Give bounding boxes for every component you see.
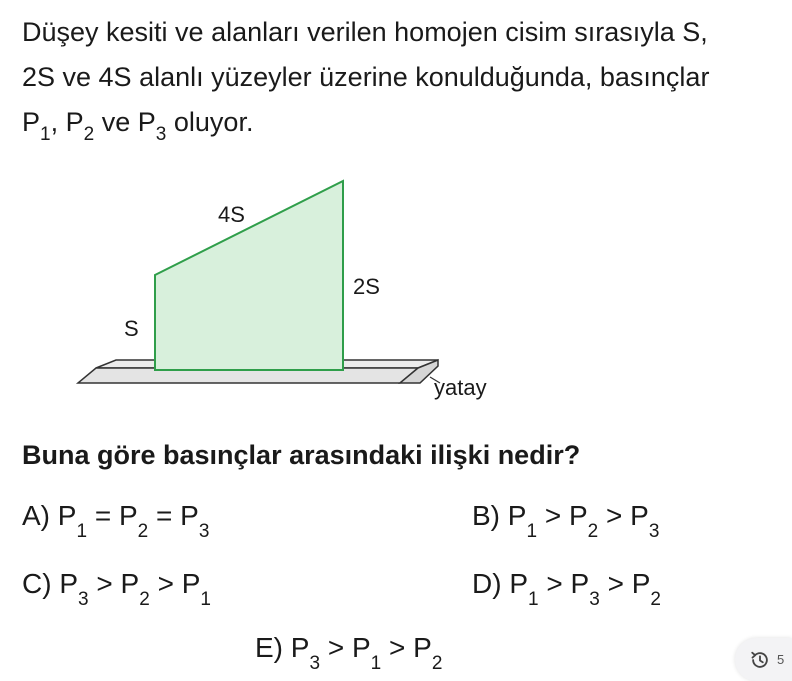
operator: > bbox=[96, 568, 113, 599]
option-letter: E) bbox=[255, 632, 283, 663]
p-symbol: P bbox=[413, 632, 432, 663]
physics-figure bbox=[60, 170, 520, 410]
subscript: 3 bbox=[78, 589, 89, 610]
question-prompt: Buna göre basınçlar arasındaki ilişki nedir? bbox=[22, 440, 581, 470]
p-symbol: P bbox=[180, 500, 199, 531]
question-line-1: Düşey kesiti ve alanları verilen homojen cisim sırasıyla S, bbox=[22, 17, 708, 47]
homogeneous-object bbox=[155, 181, 343, 370]
subscript: 1 bbox=[370, 653, 382, 674]
p-symbol: P bbox=[630, 500, 649, 531]
p-symbol: P bbox=[22, 107, 41, 137]
operator: > bbox=[389, 632, 406, 663]
label-2s: 2S bbox=[353, 274, 380, 299]
p-symbol: P bbox=[568, 500, 588, 531]
operator: = bbox=[156, 500, 173, 531]
operator: > bbox=[546, 568, 563, 599]
p-symbol: P bbox=[57, 500, 77, 531]
label-s: S bbox=[124, 316, 139, 341]
p-symbol: P bbox=[631, 568, 651, 599]
p-symbol: P bbox=[181, 568, 201, 599]
option-letter: D) bbox=[472, 568, 502, 599]
option-letter: C) bbox=[22, 568, 52, 599]
conjunction: ve bbox=[101, 107, 131, 137]
label-4s: 4S bbox=[218, 202, 245, 227]
p-symbol: P bbox=[507, 500, 527, 531]
subscript: 3 bbox=[309, 653, 321, 674]
history-icon bbox=[749, 649, 771, 671]
operator: > bbox=[157, 568, 174, 599]
p-symbol: P bbox=[351, 632, 371, 663]
subscript: 1 bbox=[526, 521, 538, 542]
operator: > bbox=[544, 500, 562, 531]
option-e[interactable] bbox=[255, 632, 443, 674]
option-b[interactable] bbox=[472, 500, 660, 542]
subscript: 3 bbox=[198, 521, 210, 542]
subscript: 2 bbox=[650, 589, 661, 610]
operator: > bbox=[607, 568, 624, 599]
p-symbol: P bbox=[65, 107, 84, 137]
p-symbol: P bbox=[290, 632, 310, 663]
operator: = bbox=[94, 500, 112, 531]
subscript: 1 bbox=[528, 589, 539, 610]
question-text bbox=[22, 10, 787, 145]
p-symbol: P bbox=[509, 568, 529, 599]
option-a[interactable] bbox=[22, 500, 210, 542]
subscript: 2 bbox=[587, 521, 599, 542]
subscript: 3 bbox=[155, 124, 167, 145]
option-letter: A) bbox=[22, 500, 50, 531]
p-symbol: P bbox=[120, 568, 140, 599]
question-line-2: 2S ve 4S alanlı yüzeyler üzerine konulduğunda, basınçlar bbox=[22, 62, 710, 92]
subscript: 3 bbox=[648, 521, 660, 542]
operator: > bbox=[606, 500, 623, 531]
p-symbol: P bbox=[59, 568, 79, 599]
comma: , bbox=[50, 107, 59, 137]
option-letter: B) bbox=[472, 500, 500, 531]
subscript: 3 bbox=[589, 589, 600, 610]
p-symbol: P bbox=[137, 107, 156, 137]
subscript: 1 bbox=[76, 521, 88, 542]
p-symbol: P bbox=[118, 500, 138, 531]
label-yatay: yatay bbox=[434, 375, 487, 400]
subscript: 2 bbox=[137, 521, 149, 542]
subscript: 1 bbox=[200, 589, 211, 610]
option-d[interactable] bbox=[472, 568, 661, 610]
subscript: 2 bbox=[83, 124, 95, 145]
subscript: 1 bbox=[40, 124, 51, 145]
option-c[interactable] bbox=[22, 568, 211, 610]
history-label: 5 bbox=[777, 652, 785, 667]
sentence-end: oluyor. bbox=[173, 107, 254, 137]
subscript: 2 bbox=[431, 653, 443, 674]
question-line-3 bbox=[22, 100, 787, 145]
subscript: 2 bbox=[139, 589, 150, 610]
operator: > bbox=[327, 632, 345, 663]
p-symbol: P bbox=[570, 568, 590, 599]
history-button[interactable] bbox=[735, 638, 792, 681]
